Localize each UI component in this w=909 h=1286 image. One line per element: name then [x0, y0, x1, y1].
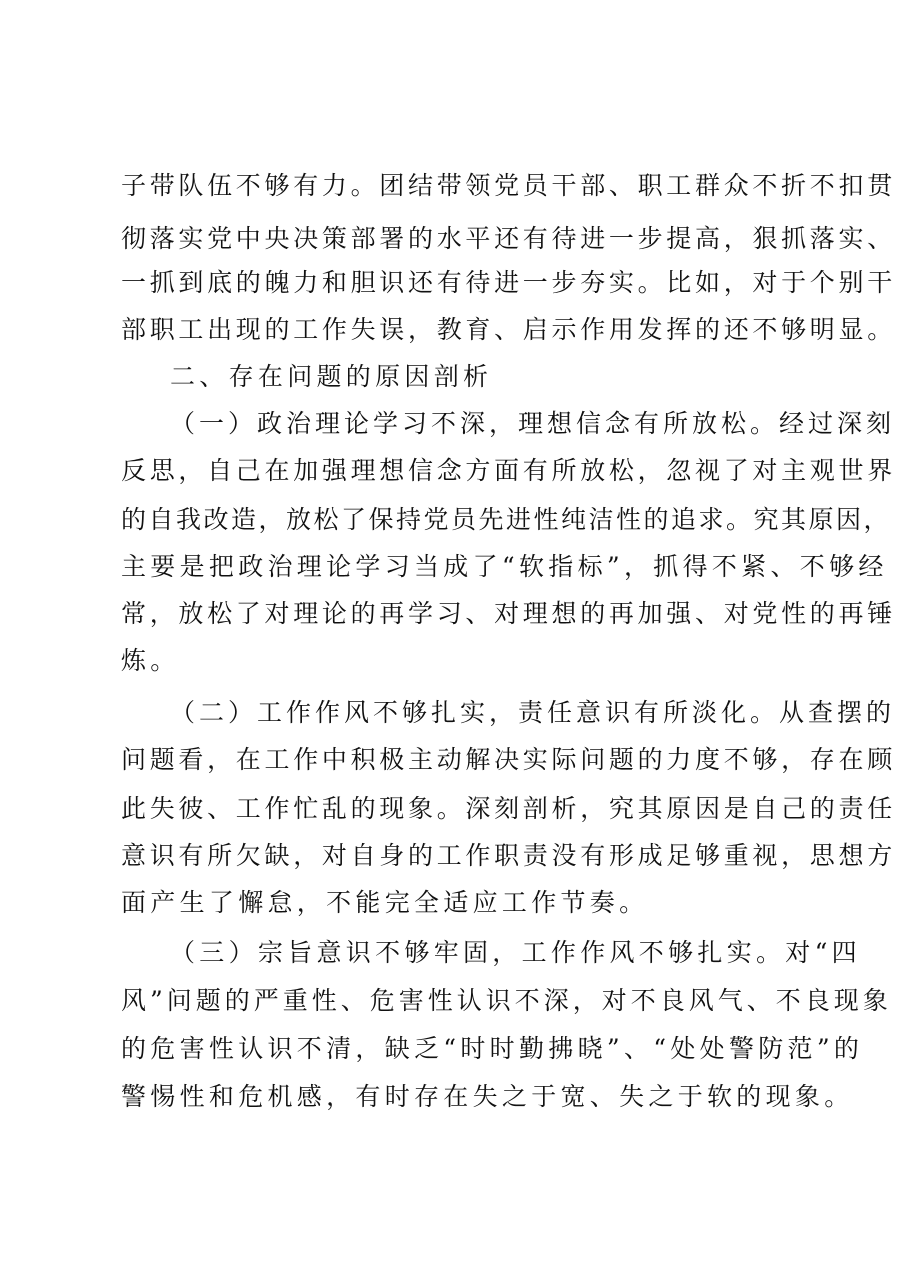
text-line: 面产生了懈怠，不能完全适应工作节奏。 — [121, 888, 649, 917]
text-line: 警惕性和危机感，有时存在失之于宽、失之于软的现象。 — [121, 1082, 854, 1111]
text-line: 意识有所欠缺，对自身的工作职责没有形成足够重视，思想方 — [121, 841, 896, 870]
text-line: （三）宗旨意识不够牢固，工作作风不够扎实。对“四 — [170, 938, 861, 967]
text-line: 炼。 — [121, 646, 180, 675]
text-line: 问题看，在工作中积极主动解决实际问题的力度不够，存在顾 — [121, 745, 896, 774]
text-line: 反思，自己在加强理想信念方面有所放松，忽视了对主观世界 — [121, 456, 896, 485]
text-line: 彻落实党中央决策部署的水平还有待进一步提高，狠抓落实、 — [121, 224, 896, 253]
text-line: 主要是把政治理论学习当成了“软指标”，抓得不紧、不够经 — [121, 552, 888, 581]
section-heading: 二、存在问题的原因剖析 — [170, 362, 493, 391]
text-line: 子带队伍不够有力。团结带领党员干部、职工群众不折不扣贯 — [121, 171, 896, 200]
text-line: 部职工出现的工作失误，教育、启示作用发挥的还不够明显。 — [121, 315, 896, 344]
text-line: 的自我改造，放松了保持党员先进性纯洁性的追求。究其原因， — [121, 505, 892, 534]
text-line: 此失彼、工作忙乱的现象。深刻剖析，究其原因是自己的责任 — [121, 794, 896, 823]
text-line: 常，放松了对理论的再学习、对理想的再加强、对党性的再锤 — [121, 599, 896, 628]
text-line: 风”问题的严重性、危害性认识不深，对不良风气、不良现象 — [121, 986, 892, 1015]
text-line: 一抓到底的魄力和胆识还有待进一步夯实。比如，对于个别干 — [121, 268, 896, 297]
text-line: （一）政治理论学习不深，理想信念有所放松。经过深刻 — [170, 409, 896, 438]
text-line: 的危害性认识不清，缺乏“时时勤拂晓”、“处处警防范”的 — [121, 1034, 864, 1063]
text-line: （二）工作作风不够扎实，责任意识有所淡化。从查摆的 — [170, 698, 896, 727]
